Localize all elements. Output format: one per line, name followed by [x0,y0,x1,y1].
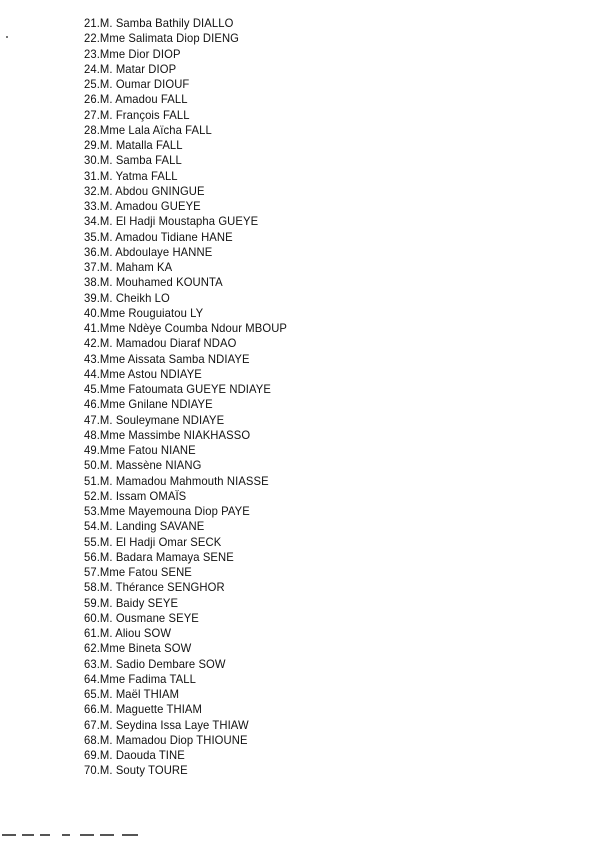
entry-name: M. Matar DIOP [99,62,177,76]
entry-number: 23. [84,47,100,61]
entry-name: Mme Salimata Diop DIENG [99,32,240,46]
entry-name: M. Mamadou Diaraf NDAO [99,337,237,351]
entry-name: Mme Bineta SOW [99,642,192,656]
entry-name: M. Aliou SOW [99,627,172,640]
list-item [84,550,287,565]
list-item [84,657,287,672]
entry-name: M. Mamadou Mahmouth NIASSE [99,474,269,488]
list-item [84,580,287,595]
entry-number: 58. [84,581,100,595]
list-item [84,641,287,656]
list-item [84,428,287,443]
entry-number: 25. [84,78,100,91]
list-item [84,245,287,260]
footer-dash [80,834,94,836]
entry-number: 54. [84,520,100,534]
entry-number: 55. [84,535,100,549]
list-item [84,230,287,245]
entry-number: 22. [84,32,100,46]
list-item [84,565,287,580]
entry-number: 27. [84,108,100,122]
entry-name: M. Samba FALL [99,154,182,168]
entry-name: M. Maël THIAM [99,688,180,701]
entry-number: 69. [84,749,100,762]
entry-name: M. Maham KA [99,261,173,274]
list-item [84,474,287,489]
entry-number: 50. [84,459,100,473]
footer-dash [2,834,16,836]
entry-number: 65. [84,688,100,701]
entry-name: Mme Fatou SENE [99,566,192,579]
entry-name: M. Oumar DIOUF [99,78,190,91]
list-item [84,748,287,763]
entry-number: 46. [84,398,100,412]
scan-mark [6,36,8,38]
entry-name: M. Seydina Issa Laye THIAW [99,718,249,732]
footer-dash [122,834,138,836]
list-item [84,535,287,550]
entry-number: 63. [84,657,100,671]
entry-number: 31. [84,169,100,183]
entry-number: 57. [84,566,100,579]
entry-number: 48. [84,428,100,442]
entry-number: 30. [84,154,100,168]
list-item [84,92,287,107]
entry-name: M. Abdoulaye HANNE [99,245,213,259]
list-item [84,321,287,336]
list-item [84,672,287,687]
entry-name: M. El Hadji Moustapha GUEYE [99,215,259,229]
entry-number: 49. [84,444,100,457]
entry-number: 59. [84,596,100,610]
entry-name: M. Ousmane SEYE [99,611,199,625]
entry-name: M. Amadou FALL [99,93,188,107]
entry-number: 37. [84,261,100,274]
entry-number: 43. [84,352,100,366]
list-item [84,275,287,290]
entry-number: 62. [84,642,100,656]
entry-number: 41. [84,322,100,335]
list-item [84,260,287,275]
entry-number: 21. [84,17,100,30]
entry-name: M. Samba Bathily DIALLO [99,17,234,30]
entry-number: 70. [84,764,100,778]
entry-number: 26. [84,93,100,107]
entry-number: 56. [84,550,100,564]
entry-number: 32. [84,184,100,198]
list-item [84,16,287,31]
entry-name: Mme Fatou NIANE [99,444,196,457]
entry-name: M. Daouda TINE [99,749,185,762]
list-item [84,47,287,62]
list-item [84,153,287,168]
list-item [84,352,287,367]
entry-number: 36. [84,245,100,259]
list-item [84,626,287,641]
entry-number: 24. [84,62,100,76]
entry-name: M. Mouhamed KOUNTA [99,276,223,290]
entry-name: Mme Rouguiatou LY [99,306,204,320]
entry-name: Mme Astou NDIAYE [99,367,202,381]
list-item [84,199,287,214]
entry-number: 28. [84,123,100,137]
footer-dash [22,834,34,836]
list-item [84,169,287,184]
list-item [84,138,287,153]
name-list [84,16,293,779]
entry-name: Mme Mayemouna Diop PAYE [99,505,250,518]
entry-number: 38. [84,276,100,290]
entry-name: M. Sadio Dembare SOW [99,657,226,671]
list-item [84,504,287,519]
entry-number: 64. [84,672,100,686]
entry-number: 61. [84,627,100,640]
entry-number: 44. [84,367,100,381]
list-item [84,413,287,428]
list-item [84,367,287,382]
entry-number: 51. [84,474,100,488]
entry-name: M. Abdou GNINGUE [99,184,205,198]
entry-number: 33. [84,200,100,213]
entry-number: 67. [84,718,100,732]
entry-name: Mme Dior DIOP [99,47,181,61]
list-item [84,489,287,504]
list-item [84,214,287,229]
entry-number: 29. [84,139,100,152]
list-item [84,458,287,473]
entry-number: 42. [84,337,100,351]
list-item [84,397,287,412]
entry-name: M. Thérance SENGHOR [99,581,225,595]
entry-name: M. Amadou GUEYE [99,200,201,213]
list-item [84,733,287,748]
entry-number: 40. [84,306,100,320]
entry-name: M. Souty TOURE [99,764,188,778]
entry-number: 60. [84,611,100,625]
list-item [84,519,287,534]
list-item [84,123,287,138]
footer-dash [40,834,50,836]
entry-number: 66. [84,703,100,717]
entry-number: 52. [84,489,100,503]
footer-dashes [0,834,150,838]
entry-name: Mme Fatoumata GUEYE NDIAYE [99,383,271,396]
list-item [84,687,287,702]
entry-number: 39. [84,291,100,305]
entry-name: M. Massène NIANG [99,459,202,473]
entry-name: M. Baidy SEYE [99,596,179,610]
entry-name: M. Badara Mamaya SENE [99,550,234,564]
entry-number: 34. [84,215,100,229]
entry-number: 53. [84,505,100,518]
entry-name: M. Matalla FALL [99,139,183,152]
list-item [84,382,287,397]
entry-number: 47. [84,413,100,427]
list-item [84,77,287,92]
entry-number: 68. [84,733,100,747]
list-item [84,31,287,46]
entry-name: M. Maguette THIAM [99,703,202,717]
entry-name: Mme Massimbe NIAKHASSO [99,428,251,442]
entry-name: M. Issam OMAÏS [99,489,187,503]
entry-name: Mme Lala Aïcha FALL [99,123,212,137]
entry-number: 45. [84,383,100,396]
entry-name: M. El Hadji Omar SECK [99,535,222,549]
entry-name: Mme Aissata Samba NDIAYE [99,352,250,366]
entry-name: Mme Ndèye Coumba Ndour MBOUP [99,322,288,335]
list-item [84,62,287,77]
entry-name: M. Mamadou Diop THIOUNE [99,733,248,747]
entry-name: Mme Fadima TALL [99,672,196,686]
list-item [84,291,287,306]
entry-name: M. Souleymane NDIAYE [99,413,225,427]
entry-number: 35. [84,230,100,244]
entry-name: Mme Gnilane NDIAYE [99,398,213,412]
entry-name: M. Yatma FALL [99,169,178,183]
entry-name: M. Cheikh LO [99,291,170,305]
list-item [84,702,287,717]
list-item [84,443,287,458]
entry-name: M. François FALL [99,108,190,122]
list-item [84,611,287,626]
list-item [84,718,287,733]
list-item [84,108,287,123]
list-item [84,763,287,778]
footer-dash [62,834,70,836]
list-item [84,596,287,611]
list-item [84,306,287,321]
entry-name: M. Landing SAVANE [99,520,205,534]
footer-dash [100,834,114,836]
list-item [84,184,287,199]
list-item [84,336,287,351]
entry-name: M. Amadou Tidiane HANE [99,230,233,244]
